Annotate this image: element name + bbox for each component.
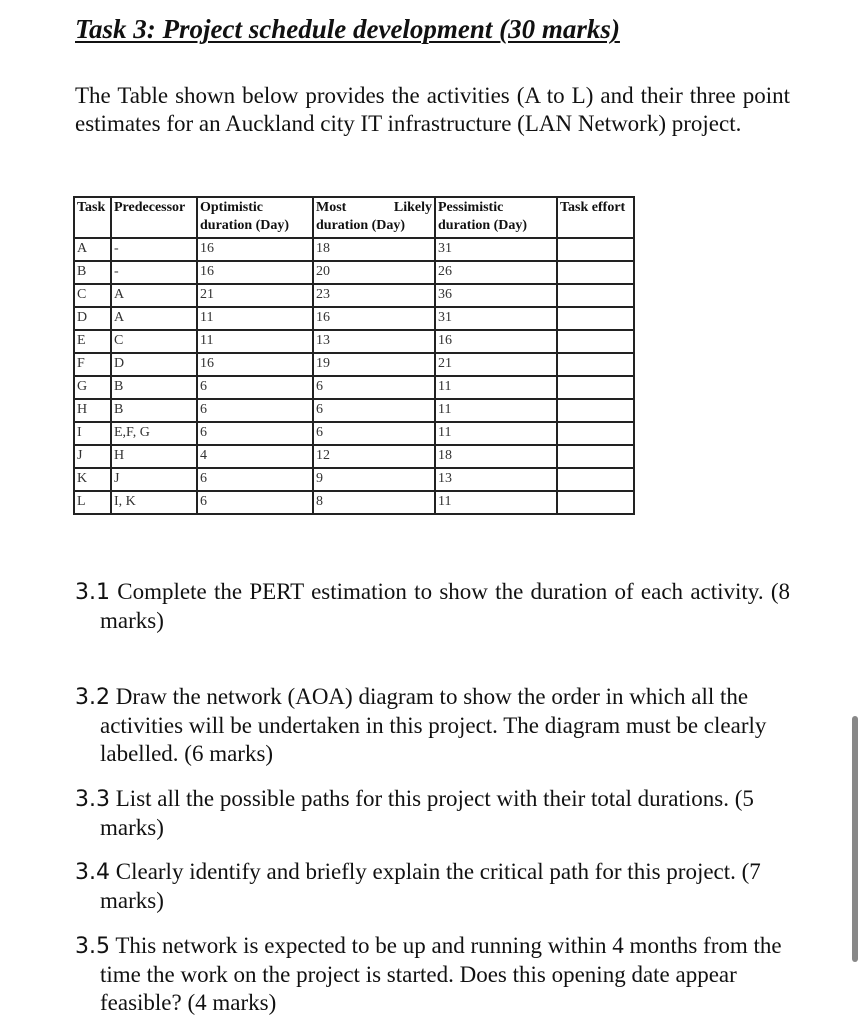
question-3-3 bbox=[75, 785, 790, 842]
cell-predecessor: J bbox=[111, 468, 197, 491]
header-most-likely bbox=[313, 197, 435, 238]
cell-optimistic: 6 bbox=[197, 376, 313, 399]
table-row bbox=[74, 468, 634, 491]
table-row bbox=[74, 445, 634, 468]
table-row bbox=[74, 284, 634, 307]
cell-pessimistic: 11 bbox=[435, 422, 557, 445]
question-text: Draw the network (AOA) diagram to show the order in which all the activities will be undertaken in this project. The diagram must be clearly labelled. (6 marks) bbox=[100, 684, 767, 766]
table-header-row bbox=[74, 197, 634, 238]
table-row bbox=[74, 307, 634, 330]
cell-task: F bbox=[74, 353, 111, 376]
table-row bbox=[74, 376, 634, 399]
cell-task-effort bbox=[557, 468, 634, 491]
cell-predecessor: A bbox=[111, 284, 197, 307]
cell-most-likely: 6 bbox=[313, 422, 435, 445]
cell-predecessor: - bbox=[111, 238, 197, 261]
header-most-likely-duration: duration (Day) bbox=[316, 218, 406, 233]
cell-predecessor: E,F, G bbox=[111, 422, 197, 445]
header-most-likely-word2: Likely bbox=[393, 200, 432, 215]
cell-task-effort bbox=[557, 376, 634, 399]
question-3-2 bbox=[75, 683, 790, 768]
header-task-effort: Task effort bbox=[557, 197, 634, 238]
table-row bbox=[74, 238, 634, 261]
question-3-5 bbox=[75, 932, 790, 1017]
cell-pessimistic: 11 bbox=[435, 376, 557, 399]
cell-optimistic: 16 bbox=[197, 261, 313, 284]
cell-predecessor: A bbox=[111, 307, 197, 330]
cell-pessimistic: 26 bbox=[435, 261, 557, 284]
cell-predecessor: H bbox=[111, 445, 197, 468]
cell-most-likely: 12 bbox=[313, 445, 435, 468]
cell-task-effort bbox=[557, 399, 634, 422]
cell-task: L bbox=[74, 491, 111, 514]
cell-most-likely: 20 bbox=[313, 261, 435, 284]
cell-most-likely: 8 bbox=[313, 491, 435, 514]
header-most-likely-word1: Most bbox=[316, 200, 347, 215]
cell-task: B bbox=[74, 261, 111, 284]
cell-task: G bbox=[74, 376, 111, 399]
cell-optimistic: 11 bbox=[197, 330, 313, 353]
cell-task-effort bbox=[557, 261, 634, 284]
question-number: 3.1 bbox=[75, 580, 110, 605]
table-row bbox=[74, 261, 634, 284]
cell-optimistic: 4 bbox=[197, 445, 313, 468]
cell-pessimistic: 21 bbox=[435, 353, 557, 376]
question-text: Complete the PERT estimation to show the duration of each activity. (8 marks) bbox=[100, 579, 791, 633]
cell-task-effort bbox=[557, 491, 634, 514]
cell-predecessor: B bbox=[111, 399, 197, 422]
question-number: 3.5 bbox=[75, 934, 110, 959]
cell-task: H bbox=[74, 399, 111, 422]
cell-task-effort bbox=[557, 445, 634, 468]
cell-most-likely: 13 bbox=[313, 330, 435, 353]
cell-optimistic: 6 bbox=[197, 468, 313, 491]
cell-task: A bbox=[74, 238, 111, 261]
cell-optimistic: 21 bbox=[197, 284, 313, 307]
cell-task: I bbox=[74, 422, 111, 445]
vertical-scrollbar[interactable] bbox=[852, 716, 858, 962]
table-row bbox=[74, 330, 634, 353]
cell-pessimistic: 11 bbox=[435, 399, 557, 422]
question-text: This network is expected to be up and running within 4 months from the time the work on the project is started. Does this opening date appear feasible? (4 marks) bbox=[100, 933, 782, 1015]
cell-most-likely: 9 bbox=[313, 468, 435, 491]
cell-task-effort bbox=[557, 353, 634, 376]
cell-pessimistic: 31 bbox=[435, 238, 557, 261]
cell-most-likely: 23 bbox=[313, 284, 435, 307]
cell-predecessor: I, K bbox=[111, 491, 197, 514]
cell-predecessor: D bbox=[111, 353, 197, 376]
cell-optimistic: 16 bbox=[197, 353, 313, 376]
header-pessimistic: Pessimistic duration (Day) bbox=[435, 197, 557, 238]
cell-task-effort bbox=[557, 330, 634, 353]
question-number: 3.3 bbox=[75, 787, 110, 812]
header-task: Task bbox=[74, 197, 111, 238]
cell-pessimistic: 18 bbox=[435, 445, 557, 468]
table-row bbox=[74, 353, 634, 376]
cell-most-likely: 6 bbox=[313, 399, 435, 422]
header-optimistic: Optimistic duration (Day) bbox=[197, 197, 313, 238]
question-3-4 bbox=[75, 858, 790, 915]
cell-task-effort bbox=[557, 284, 634, 307]
page-title: Task 3: Project schedule development (30 marks) bbox=[75, 14, 620, 44]
cell-predecessor: C bbox=[111, 330, 197, 353]
cell-predecessor: B bbox=[111, 376, 197, 399]
header-predecessor: Predecessor bbox=[111, 197, 197, 238]
cell-most-likely: 18 bbox=[313, 238, 435, 261]
question-3-1 bbox=[75, 578, 790, 635]
cell-most-likely: 19 bbox=[313, 353, 435, 376]
cell-pessimistic: 36 bbox=[435, 284, 557, 307]
activity-table bbox=[73, 196, 635, 515]
cell-most-likely: 6 bbox=[313, 376, 435, 399]
cell-task: C bbox=[74, 284, 111, 307]
cell-task: E bbox=[74, 330, 111, 353]
cell-optimistic: 16 bbox=[197, 238, 313, 261]
question-number: 3.2 bbox=[75, 685, 110, 710]
cell-optimistic: 11 bbox=[197, 307, 313, 330]
cell-task: D bbox=[74, 307, 111, 330]
cell-most-likely: 16 bbox=[313, 307, 435, 330]
question-text: List all the possible paths for this project with their total durations. (5 marks) bbox=[100, 786, 754, 840]
table-row bbox=[74, 399, 634, 422]
table-row bbox=[74, 422, 634, 445]
table-row bbox=[74, 491, 634, 514]
cell-task: J bbox=[74, 445, 111, 468]
question-text: Clearly identify and briefly explain the critical path for this project. (7 marks) bbox=[100, 859, 761, 913]
cell-task-effort bbox=[557, 238, 634, 261]
cell-task: K bbox=[74, 468, 111, 491]
cell-pessimistic: 11 bbox=[435, 491, 557, 514]
cell-optimistic: 6 bbox=[197, 491, 313, 514]
cell-pessimistic: 16 bbox=[435, 330, 557, 353]
cell-pessimistic: 13 bbox=[435, 468, 557, 491]
cell-task-effort bbox=[557, 422, 634, 445]
cell-predecessor: - bbox=[111, 261, 197, 284]
cell-pessimistic: 31 bbox=[435, 307, 557, 330]
cell-optimistic: 6 bbox=[197, 422, 313, 445]
cell-task-effort bbox=[557, 307, 634, 330]
table-body bbox=[74, 238, 634, 514]
question-number: 3.4 bbox=[75, 860, 110, 885]
intro-paragraph: The Table shown below provides the activities (A to L) and their three point estimates for an Auckland city IT infrastructure (LAN Network) project. bbox=[75, 83, 790, 136]
cell-optimistic: 6 bbox=[197, 399, 313, 422]
